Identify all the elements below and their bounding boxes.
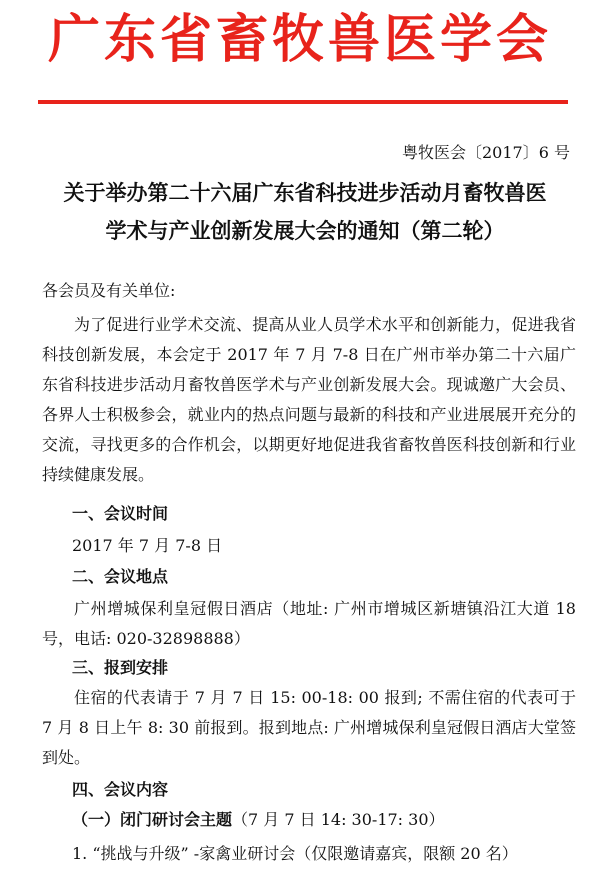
notice-title-line-1: 关于举办第二十六届广东省科技进步活动月畜牧兽医 — [63, 181, 547, 205]
document-number: 粤牧医会〔2017〕6 号 — [402, 143, 570, 162]
meeting-venue-text: 广州增城保利皇冠假日酒店（地址: 广州市增城区新塘镇沿江大道 18 号，电话: 020-32898888） — [42, 599, 576, 648]
section-heading-meeting-venue: 二、会议地点 — [72, 567, 169, 586]
registration-text: 住宿的代表请于 7 月 7 日 15: 00-18: 00 报到; 不需住宿的代表可于 7 月 8 日上午 8: 30 前报到。报到地点: 广州增城保利皇冠假日酒店大堂签到处。 — [42, 688, 576, 767]
subsection-closed-seminar-title: （一）闭门研讨会主题 — [72, 810, 233, 829]
seminar-item-1: 1. “挑战与升级” -家禽业研讨会（仅限邀请嘉宾，限额 20 名） — [72, 844, 518, 863]
notice-title — [40, 174, 570, 250]
subsection-closed-seminar — [72, 806, 445, 834]
section-heading-meeting-content: 四、会议内容 — [72, 780, 169, 799]
intro-paragraph: 为了促进行业学术交流、提高从业人员学术水平和创新能力，促进我省科技创新发展，本会定于 2017 年 7 月 7-8 日在广州市举办第二十六届广东省科技进步活动月畜牧兽医学术与产业创新发展大会。现诚邀广大会员、各界人士积极参会，就业内的热点问题与最新的科技和产业进展展开充分的交流，寻找更多的合作机会，以期更好地促进我省畜牧兽医科技创新和行业持续健康发展。 — [42, 315, 576, 484]
letterhead-red-rule — [38, 100, 568, 104]
section-heading-registration: 三、报到安排 — [72, 658, 169, 677]
subsection-closed-seminar-time: （7 月 7 日 14: 30-17: 30） — [232, 810, 445, 829]
notice-title-line-2: 学术与产业创新发展大会的通知（第二轮） — [105, 219, 505, 243]
salutation: 各会员及有关单位: — [42, 281, 176, 300]
section-heading-meeting-time: 一、会议时间 — [72, 504, 169, 523]
letterhead-org-name: 广东省畜牧兽医学会 — [47, 10, 552, 70]
meeting-time-text: 2017 年 7 月 7-8 日 — [72, 536, 223, 555]
